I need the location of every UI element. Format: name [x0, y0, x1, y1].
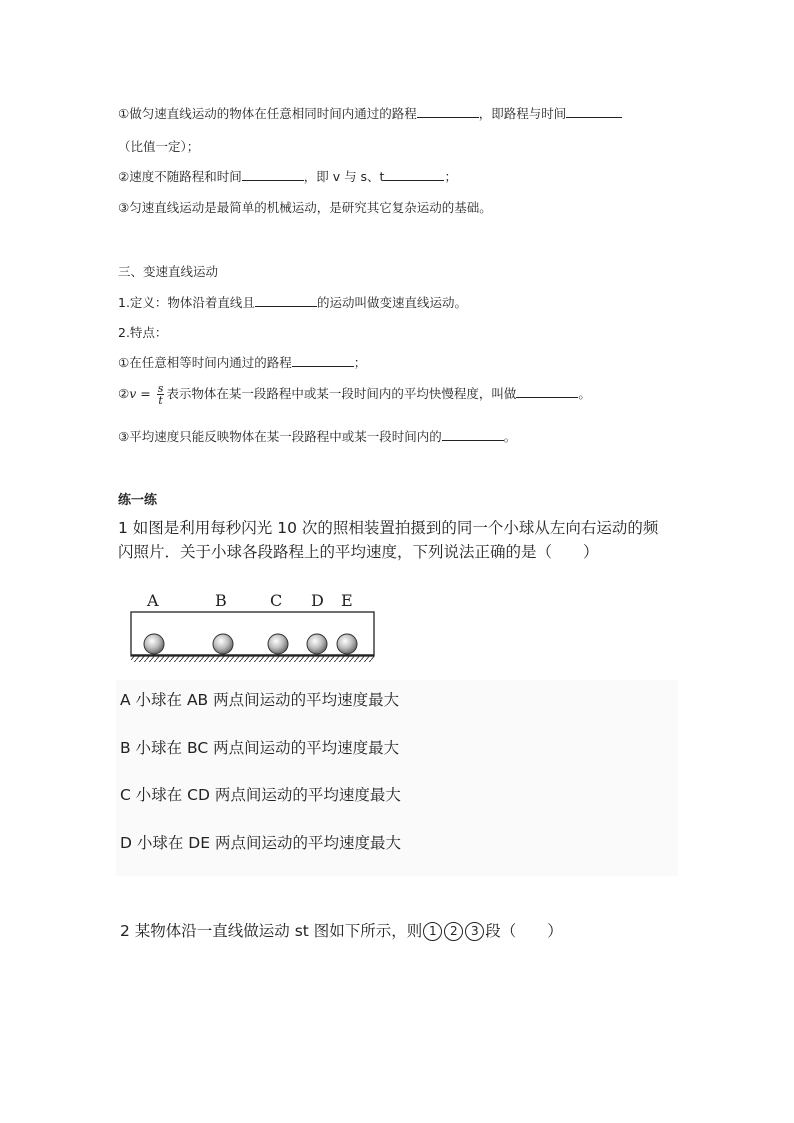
ball-d — [307, 634, 327, 654]
features-label: 2.特点： — [118, 325, 168, 340]
question-1-line-1: 1 如图是利用每秒闪光 10 次的照相装置拍摄到的同一个小球从左向右运动的频 — [118, 519, 659, 537]
question-1-line-2: 闪照片．关于小球各段路程上的平均速度，下列说法正确的是（ ） — [118, 543, 599, 561]
answer-blank[interactable] — [566, 105, 622, 118]
answer-blank[interactable] — [516, 385, 578, 398]
uniform-point-2-text: ②速度不随路程和时间 — [118, 169, 242, 184]
point-label-a: A — [147, 591, 159, 610]
section-heading: 三、变速直线运动 — [118, 264, 219, 279]
definition-line — [118, 293, 467, 311]
equals-sign: = — [136, 386, 155, 401]
fraction-denominator: t — [158, 394, 163, 407]
feature-1-text: ①在任意相等时间内通过的路程 — [118, 355, 292, 370]
uniform-point-3: ③匀速直线运动是最简单的机械运动，是研究其它复杂运动的基础。 — [118, 200, 492, 215]
definition-text2: 的运动叫做变速直线运动。 — [316, 295, 467, 310]
uniform-point-2-end: ； — [444, 169, 457, 184]
segment-2-marker: 2 — [444, 922, 463, 941]
uniform-point-2-text2: ，即 v 与 s、t — [303, 169, 385, 184]
ball-a — [144, 634, 164, 654]
fraction-numerator: s — [157, 382, 164, 395]
answer-blank[interactable] — [417, 105, 479, 118]
answer-blank[interactable] — [255, 294, 317, 307]
answer-blank[interactable] — [384, 168, 444, 181]
feature-1 — [118, 353, 366, 371]
feature-3 — [118, 427, 516, 445]
feature-2 — [118, 383, 591, 406]
option-d[interactable]: D 小球在 DE 两点间运动的平均速度最大 — [120, 834, 401, 852]
feature-2-end: 。 — [578, 386, 591, 401]
option-a[interactable]: A 小球在 AB 两点间运动的平均速度最大 — [120, 691, 400, 709]
strobe-photo-figure — [126, 588, 380, 668]
question-2 — [120, 919, 563, 941]
point-label-d: D — [311, 591, 324, 610]
ball-e — [337, 634, 357, 654]
ground-hatch — [131, 656, 374, 662]
point-label-c: C — [270, 591, 283, 610]
answer-blank[interactable] — [242, 168, 304, 181]
uniform-point-1 — [118, 104, 622, 122]
feature-2-text: 表示物体在某一段路程中或某一段时间内的平均快慢程度，叫做 — [166, 386, 517, 401]
segment-1-marker: 1 — [423, 922, 442, 941]
definition-text: 1.定义：物体沿着直线且 — [118, 295, 255, 310]
ball-b — [213, 634, 233, 654]
uniform-point-1-text2: ，即路程与时间 — [478, 106, 567, 121]
answer-blank[interactable] — [442, 428, 504, 441]
photo-frame — [131, 612, 374, 656]
question-2-end: 段（ ） — [485, 922, 563, 940]
question-2-text: 2 某物体沿一直线做运动 st 图如下所示，则 — [120, 922, 423, 940]
point-label-b: B — [215, 591, 227, 610]
uniform-point-2 — [118, 167, 457, 185]
feature-1-end: ； — [353, 355, 367, 370]
practice-title: 练一练 — [118, 493, 158, 508]
option-c[interactable]: C 小球在 CD 两点间运动的平均速度最大 — [120, 786, 401, 804]
answer-blank[interactable] — [292, 354, 354, 367]
uniform-point-1-cont: （比值一定）； — [118, 139, 200, 154]
ball-c — [268, 634, 288, 654]
segment-3-marker: 3 — [465, 922, 484, 941]
option-b[interactable]: B 小球在 BC 两点间运动的平均速度最大 — [120, 739, 400, 757]
feature-3-end: 。 — [503, 429, 517, 444]
uniform-point-1-text: ①做匀速直线运动的物体在任意相同时间内通过的路程 — [118, 106, 417, 121]
feature-2-marker: ② — [118, 386, 130, 401]
velocity-symbol: v — [129, 386, 137, 401]
feature-3-text: ③平均速度只能反映物体在某一段路程中或某一段时间内的 — [118, 429, 442, 444]
point-label-e: E — [341, 591, 353, 610]
velocity-fraction — [157, 383, 165, 406]
